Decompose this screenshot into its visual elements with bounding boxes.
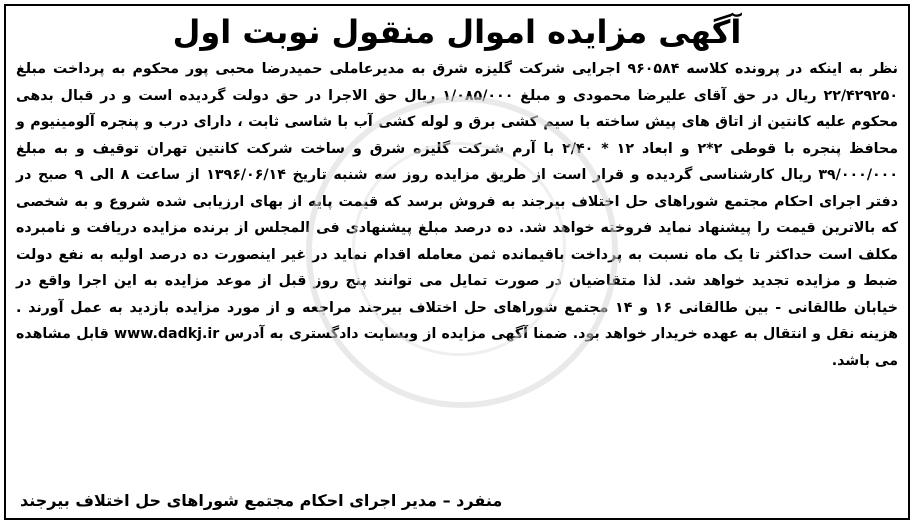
notice-body: نظر به اینکه در پرونده کلاسه ۹۶۰۵۸۴ اجرایی شرکت گلیزه شرق به مدیرعاملی حمیدرضا محبی پور محکوم به پرداخت مبلغ ۲۲/۴۲۹۲۵۰ ریال در حق آقای علیرضا محمودی و مبلغ ۱/۰۸۵/۰۰۰ ریال حق الاجرا در حق دولت گردیده است و در قبال بدهی محکوم علیه کانتین از اتاق های پیش ساخته با سیم کشی برق و لوله کشی آب با شاسی ثابت ، دارای درب و پنجره آلومینیوم و محافظ پنجره با قوطی ۲*۲ و ابعاد ۱۲ * ۲/۴۰ با آرم شرکت گلیزه شرق و ساخت شرکت کانتین تهران توقیف و به مبلغ ۳۹/۰۰۰/۰۰۰ ریال کارشناسی گردیده و قرار است از طریق مزایده روز سه شنبه تاریخ ۱۳۹۶/۰۶/۱۴ از ساعت ۸ الی ۹ صبح در دفتر اجرای احکام مجتمع شوراهای حل اختلاف بیرجند به فروش برسد که قیمت پایه از بهای ارزیابی شده شروع و به شخصی که بالاترین قیمت را پیشنهاد نماید فروخته خواهد شد. ده درصد مبلغ پیشنهادی فی المجلس از برنده مزایده دریافت و نامبرده مکلف است حداکثر تا یک ماه نسبت به پرداخت باقیمانده ثمن معامله اقدام نماید در غیر اینصورت ده درصد اولیه به نفع دولت ضبط و مزایده تجدید خواهد شد. لذا متقاضیان در صورت تمایل می توانند پنج روز قبل از موعد مزایده به این اجرا واقع در خیابان طالقانی - بین طالقانی ۱۶ و ۱۴ مجتمع شوراهای حل اختلاف بیرجند مراجعه و از مورد مزایده بازدید به عمل آورند . هزینه نقل و انتقال به عهده خریدار خواهد بود. ضمنا آگهی مزایده از وبسایت دادگستری به آدرس www.dadkj.ir قابل مشاهده می باشد.	[16, 61, 899, 369]
notice-signature: منفرد – مدیر اجرای احکام مجتمع شوراهای حل اختلاف بیرجند	[20, 491, 503, 510]
notice-title: آگهی مزایده اموال منقول نوبت اول	[172, 13, 742, 51]
auction-notice	[4, 4, 910, 520]
